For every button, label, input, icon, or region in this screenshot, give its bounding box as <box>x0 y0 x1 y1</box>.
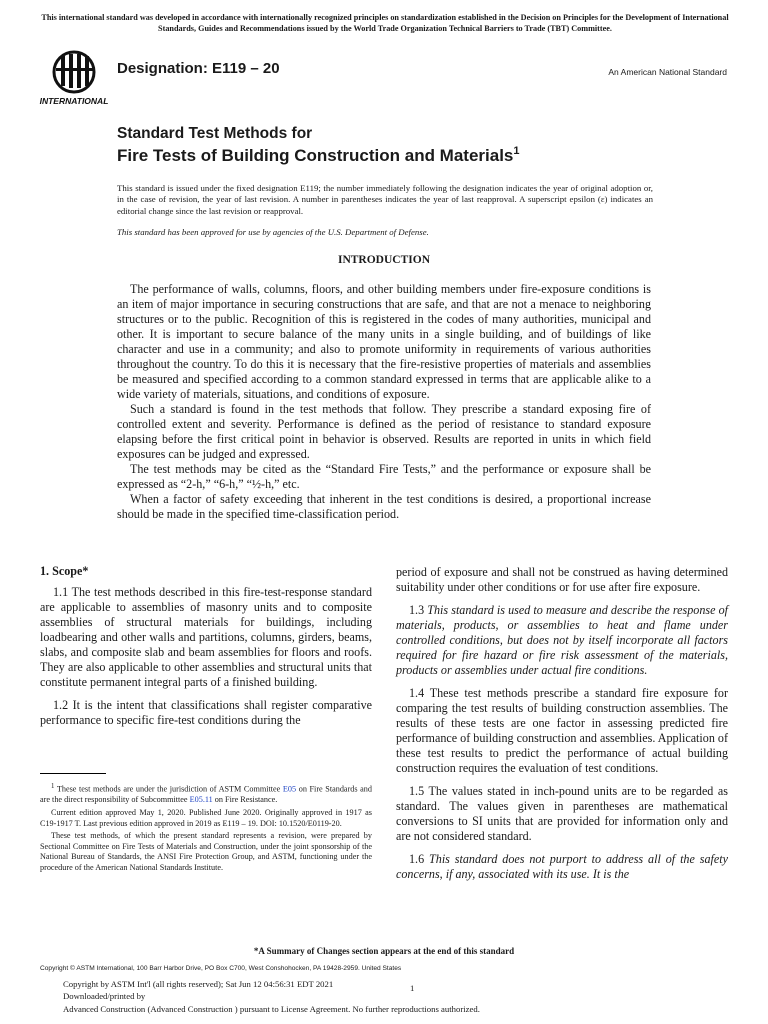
american-national-standard-label: An American National Standard <box>608 67 727 77</box>
page-title <box>117 145 520 166</box>
introduction <box>117 282 651 522</box>
section-1-2-continued: period of exposure and shall not be construed as having determined suitability under other conditions or for use after fire exposure. <box>396 565 728 594</box>
footnote-divider <box>40 773 106 774</box>
subcommittee-e0511-link[interactable]: E05.11 <box>189 795 213 805</box>
dod-approval: This standard has been approved for use by agencies of the U.S. Department of Defense. <box>117 227 429 237</box>
footnotes <box>40 782 372 875</box>
section-1-1: 1.1 The test methods described in this fire-test-response standard are applicable to assemblies of masonry units and to composite assemblies of structural materials for buildings, including loadbearing and other walls and partitions, columns, girders, beams, slabs, and composite slab and beam assemblies for floors and roofs. They are also applicable to other assemblies and structural units that constitute permanent integral parts of a finished building. <box>40 585 372 689</box>
title-line-1: Standard Test Methods for <box>117 125 313 142</box>
summary-of-changes-note: *A Summary of Changes section appears at the end of this standard <box>253 946 515 956</box>
intro-paragraph: When a factor of safety exceeding that inherent in the test conditions is desired, a proportional increase should be made in the specified time-classification period. <box>117 492 651 521</box>
scope-heading: 1. Scope* <box>40 564 89 578</box>
footnote-1: $^1$ These test methods are under the jurisdiction of ASTM Committee E05 on Fire Standards and are the direct responsibility of Subcommittee E05.11 on Fire Resistance. <box>40 783 372 805</box>
intro-paragraph: The test methods may be cited as the “Standard Fire Tests,” and the performance or exposure shall be expressed as “2-h,” “6-h,” “½-h,” etc. <box>117 462 651 491</box>
section-1-2: 1.2 It is the intent that classifications shall register comparative performance to specific fire-test conditions during the <box>40 698 372 727</box>
section-1-4: 1.4 These test methods prescribe a standard fire exposure for comparing the test results of building construction assemblies. The results of these tests are one factor in assessing predicted fire performance of building construction and assemblies. Application of these test results to predict the performance of actual building construction requires the evaluation of test conditions. <box>396 686 728 775</box>
title-footnote-ref: 1 <box>513 145 520 157</box>
download-stamp: Copyright by ASTM Int'l (all rights reserved); Sat Jun 12 04:56:31 EDT 2021 Downloaded/printed by Advanced Construction (Advanced Construction ) pursuant to License Agreement. No further reproductions authorized. <box>63 979 480 1014</box>
footnote-edition: Current edition approved May 1, 2020. Published June 2020. Originally approved in 1917 as C19-1917 T. Last previous edition approved in 2019 as E119 – 19. DOI: 10.1520/E0119-20. <box>40 807 372 828</box>
section-1-3: 1.3 This standard is used to measure and describe the response of materials, products, or assemblies to heat and flame under controlled conditions, but does not by itself incorporate all factors required for fire hazard or fire risk assessment of the materials, products or assemblies under actual fire conditions. <box>396 603 728 677</box>
footnote-history: These test methods, of which the present standard represents a revision, were prepared by Sectional Committee on Fire Tests of Materials and Construction, under the joint sponsorship of the National Bureau of Standards, the ANSI Fire Protection Group, and ASTM, functioning under the procedure of the American National Standards Institute. <box>40 831 372 872</box>
introduction-heading: INTRODUCTION <box>337 254 430 266</box>
right-column <box>396 565 728 890</box>
logo-text: INTERNATIONAL <box>39 96 109 106</box>
astm-logo <box>36 49 112 107</box>
copyright-line: Copyright © ASTM International, 100 Barr Harbor Drive, PO Box C700, West Conshohocken, PA 19428-2959. United States <box>40 965 402 972</box>
designation: Designation: E119 – 20 <box>117 60 280 77</box>
committee-e05-link[interactable]: E05 <box>282 784 297 794</box>
section-1-6: 1.6 This standard does not purport to address all of the safety concerns, if any, associated with its use. It is the <box>396 852 728 881</box>
intro-paragraph: Such a standard is found in the test methods that follow. They prescribe a standard exposing fire of controlled extent and severity. Performance is defined as the period of resistance to standard exposure elapsing before the first critical point in behavior is observed. Results are reported in units in which field exposures can be judged and expressed. <box>117 402 651 461</box>
section-1-5: 1.5 The values stated in inch-pound units are to be regarded as standard. The values given in parentheses are mathematical conversions to SI units that are provided for information only and are not considered standard. <box>396 784 728 843</box>
page-number: 1 <box>410 983 415 993</box>
issuance-statement: This standard is issued under the fixed designation E119; the number immediately following the designation indicates the year of original adoption or, in the case of revision, the year of last revision. A number in parentheses indicates the year of last reapproval. A superscript epsilon (ε) indicates an editorial change since the last revision or reapproval. <box>117 183 653 216</box>
intro-paragraph: The performance of walls, columns, floors, and other building members under fire-exposure conditions is an item of major importance in securing constructions that are safe, and that are not a menace to neighboring structures or to the public. Recognition of this is registered in the codes of many authorities, municipal and other. It is important to secure balance of the many units in a single building, and of buildings of like character and use in a community; and also to promote uniformity in requirements of various authorities throughout the country. To do this it is necessary that the fire-resistive properties of materials and assemblies be measured and specified according to a common standard expressed in terms that are applicable alike to a wide variety of materials, situations, and conditions of exposure. <box>117 282 651 401</box>
title-text: Fire Tests of Building Construction and Materials <box>117 146 514 165</box>
left-column <box>40 564 372 736</box>
wto-notice: This international standard was developed in accordance with internationally recognized principles on standardization established in the Decision on Principles for the Development of International Standards, Guides and Recommendations issued by the World Trade Organization Technical Barriers to Trade (TBT) Committee. <box>41 13 729 33</box>
